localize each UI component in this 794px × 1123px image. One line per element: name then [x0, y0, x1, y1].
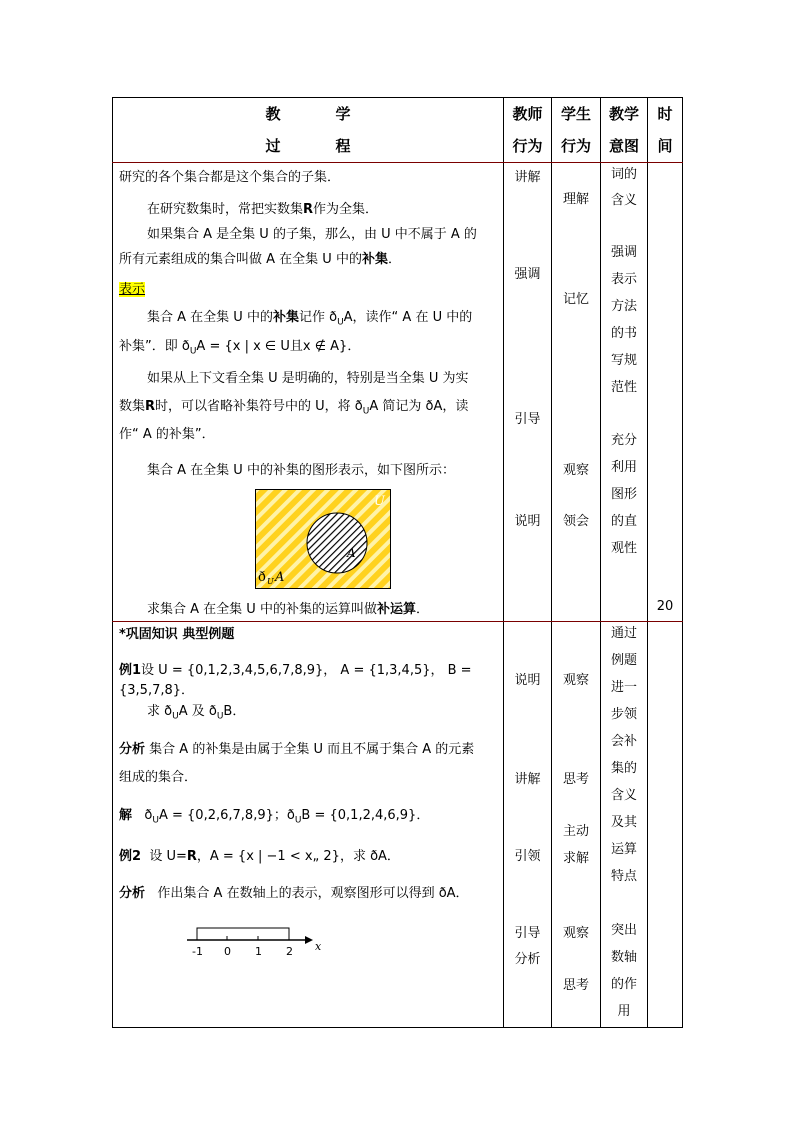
section2-teacher: 说明 讲解 引领 引导 分析 — [504, 622, 552, 1028]
section1-content — [113, 163, 504, 622]
axis-tick: 2 — [286, 945, 293, 958]
venn-label-complement-sub: U — [267, 577, 274, 586]
section2-content — [113, 622, 504, 1028]
s2-ex1: 例1设 U = {0,1,2,3,4,5,6,7,8,9}， A = {1,3,4,5}， B = {3,5,7,8}． — [119, 663, 472, 698]
header-intent: 教学 意图 — [601, 98, 648, 163]
section1-intent: 词的 含义 强调 表示 方法 的书 写规 范性 充分 利用 图形 的直 观性 — [601, 163, 648, 622]
s2-ex1-question: 求 $ð_UA$ 及 $ð_UB$． — [147, 704, 246, 722]
number-line — [185, 922, 325, 969]
s2-ex2: 例2 设 U=R，A = {x | −1 < x„ 2}，求 ðA． — [119, 849, 400, 864]
header-teacher: 教师 行为 — [504, 98, 552, 163]
header-time: 时 间 — [648, 98, 683, 163]
section2-student: 观察 思考 主动 求解 观察 思考 — [552, 622, 601, 1028]
header-main-char: 过 — [265, 137, 281, 155]
s2-analysis-2: 组成的集合． — [119, 770, 198, 785]
axis-label-x: x — [315, 940, 322, 953]
s1-line12: 求集合 A 在全集 U 中的补集的运算叫做补运算． — [147, 602, 429, 617]
s1-line6: 集合 A 在全集 U 中的补集记作 $ð_UA$，读作“ A 在 U 中的 — [147, 310, 473, 328]
venn-diagram — [255, 489, 391, 596]
header-main-char: 学 — [335, 105, 351, 123]
axis-tick: 0 — [224, 945, 231, 958]
s2-title: *巩固知识 典型例题 — [119, 627, 235, 642]
s1-line10: 作“ A 的补集”． — [119, 427, 215, 442]
header-student: 学生 行为 — [552, 98, 601, 163]
s1-line11: 集合 A 在全集 U 中的补集的图形表示，如下图所示： — [147, 463, 455, 478]
section1-student: 理解 记忆 观察 领会 — [552, 163, 601, 622]
axis-tick: -1 — [192, 945, 203, 958]
s2-analysis: 分析 集合 A 的补集是由属于全集 U 而且不属于集合 A 的元素 — [119, 742, 475, 757]
header-main-char: 教 — [265, 105, 281, 123]
s1-line2: 在研究数集时，常把实数集R作为全集． — [147, 202, 379, 217]
s1-line1: 研究的各个集合都是这个集合的子集． — [119, 170, 341, 185]
section2-time — [648, 622, 683, 1028]
venn-label-A: A — [347, 546, 356, 560]
s1-line4: 所有元素组成的集合叫做 A 在全集 U 中的补集． — [119, 252, 401, 267]
section2-intent: 通过 例题 进一 步领 会补 集的 含义 及其 运算 特点 突出 数轴 的作 用 — [601, 622, 648, 1028]
s1-line8: 如果从上下文看全集 U 是明确的，特别是当全集 U 为实 — [147, 371, 469, 386]
s1-line7: 补集”．即 $ð_UA = \{x$ | x ∈ U且x ∉ A}． — [119, 339, 361, 357]
venn-label-complement: ð — [258, 570, 266, 585]
header-main — [113, 98, 504, 163]
header-main-char: 程 — [335, 137, 351, 155]
axis-tick: 1 — [255, 945, 262, 958]
s2-solution: 解 $ð_UA = \{0,2,6,7,8,9\}$；$ð_UB = \{0,1,2,4,6,9\}$． — [119, 808, 430, 826]
section1-teacher: 讲解 强调 引导 说明 — [504, 163, 552, 622]
s1-line3: 如果集合 A 是全集 U 的子集，那么，由 U 中不属于 A 的 — [147, 227, 477, 242]
s1-line9: 数集R时，可以省略补集符号中的 U，将 $ð_UA$ 简记为 ðA，读 — [119, 399, 469, 417]
venn-label-complement-A: A — [275, 570, 285, 585]
lesson-table — [112, 97, 683, 1028]
section1-time: 20 — [648, 163, 683, 622]
s2-analysis2: 分析 作出集合 A 在数轴上的表示，观察图形可以得到 ðA． — [119, 886, 469, 901]
s1-label-notation: 表示 — [119, 282, 146, 297]
venn-label-U: U — [374, 494, 385, 509]
